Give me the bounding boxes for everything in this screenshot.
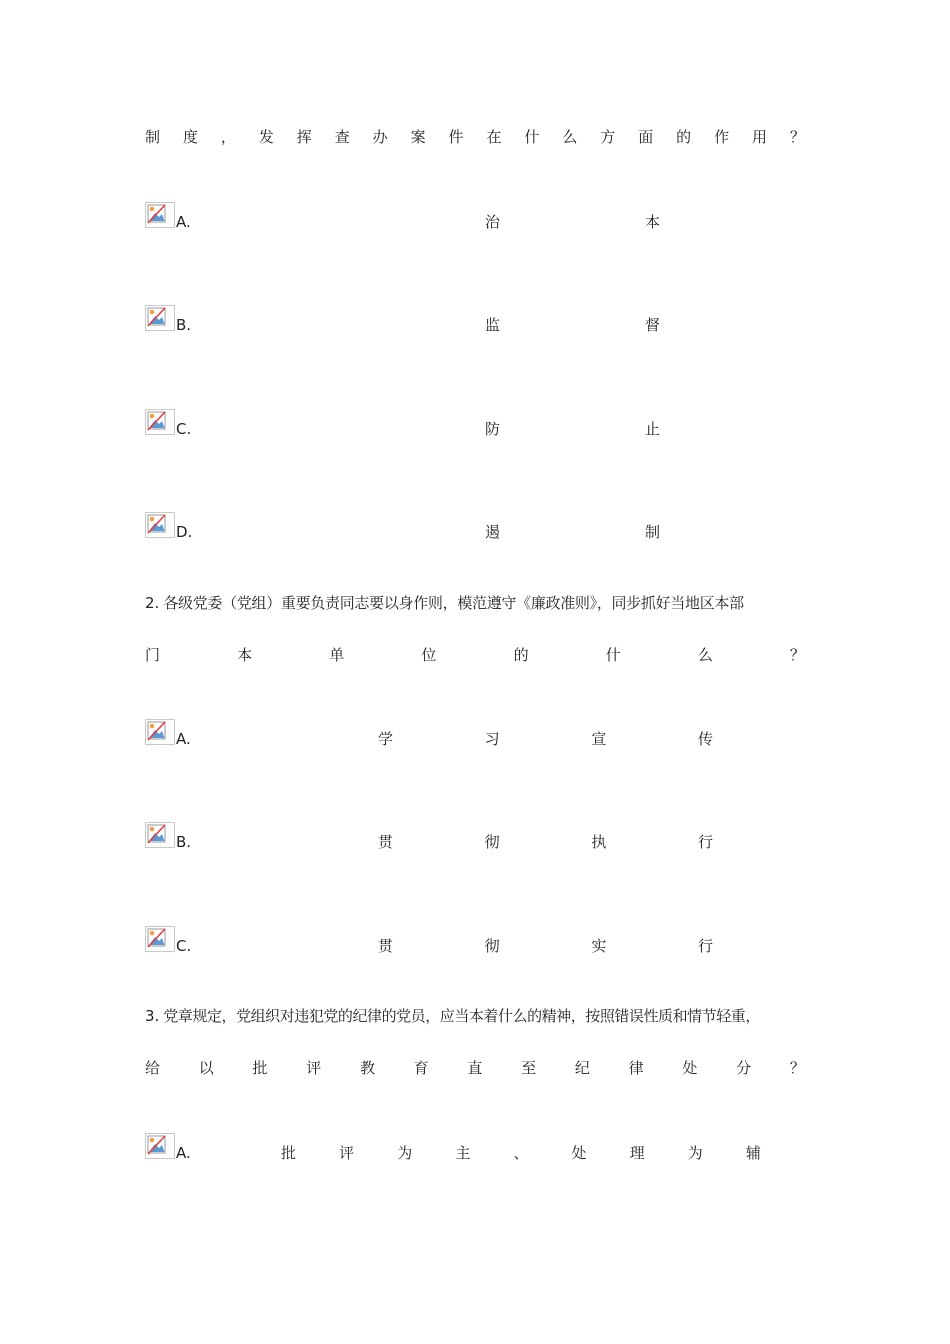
char: 门 [145, 646, 161, 664]
char: 在 [486, 128, 502, 146]
question-text: 党章规定，党组织对违犯党的纪律的党员，应当本着什么的精神，按照错误性质和情节轻重， [163, 1007, 760, 1025]
char: 制 [644, 523, 660, 541]
option-text [378, 729, 713, 749]
char: 本 [644, 213, 660, 231]
char: 监 [485, 316, 501, 334]
question-1-line [145, 125, 805, 149]
char: 纪 [574, 1059, 590, 1077]
broken-image-icon [145, 202, 175, 228]
question-1-option-a[interactable] [145, 202, 805, 232]
char: 彻 [484, 937, 500, 955]
char: 评 [339, 1144, 355, 1162]
question-2-line-2 [145, 643, 805, 667]
char: 遏 [485, 523, 501, 541]
question-1-option-d[interactable] [145, 512, 805, 542]
char: 传 [697, 730, 713, 748]
char: 习 [484, 730, 500, 748]
char: 面 [638, 128, 654, 146]
char: 行 [697, 937, 713, 955]
char: 督 [644, 316, 660, 334]
char: 作 [714, 128, 730, 146]
char: 执 [591, 833, 607, 851]
char: 学 [378, 730, 394, 748]
char: 批 [252, 1059, 268, 1077]
char: 止 [644, 420, 660, 438]
char: 宣 [591, 730, 607, 748]
char: 件 [448, 128, 464, 146]
char: 彻 [484, 833, 500, 851]
char: 案 [410, 128, 426, 146]
char: 制 [145, 128, 161, 146]
question-2-option-c[interactable] [145, 926, 805, 956]
broken-image-icon [145, 926, 175, 952]
broken-image-icon [145, 1133, 175, 1159]
char: 单 [329, 646, 345, 664]
char: 辅 [745, 1144, 761, 1162]
option-letter: A. [176, 730, 191, 748]
char: 评 [306, 1059, 322, 1077]
question-text: 各级党委（党组）重要负责同志要以身作则，模范遵守《廉政准则》，同步抓好当地区本部 [163, 594, 744, 612]
char: 实 [591, 937, 607, 955]
option-text [485, 315, 660, 335]
char: 度 [182, 128, 198, 146]
char: 方 [600, 128, 616, 146]
option-text [485, 212, 660, 232]
broken-image-icon [145, 512, 175, 538]
broken-image-icon [145, 409, 175, 435]
char: 贯 [378, 937, 394, 955]
broken-image-icon [145, 719, 175, 745]
option-letter: A. [176, 1144, 191, 1162]
question-1-option-b[interactable] [145, 305, 805, 335]
question-number: 3. [145, 1007, 160, 1025]
char: 什 [524, 128, 540, 146]
char: 以 [198, 1059, 214, 1077]
char: 批 [281, 1144, 297, 1162]
char: 主 [455, 1144, 471, 1162]
option-text [485, 419, 660, 439]
question-1-option-c[interactable] [145, 409, 805, 439]
char: ？ [789, 128, 805, 146]
char: 育 [413, 1059, 429, 1077]
question-2-line-1 [145, 591, 805, 615]
char: 至 [521, 1059, 537, 1077]
char: 的 [513, 646, 529, 664]
option-text [485, 522, 660, 542]
char: 治 [485, 213, 501, 231]
char: 给 [145, 1059, 161, 1077]
char: 位 [421, 646, 437, 664]
char: 分 [736, 1059, 752, 1077]
char: 什 [605, 646, 621, 664]
option-letter: C. [176, 420, 192, 438]
question-number: 2. [145, 594, 160, 612]
char: 理 [629, 1144, 645, 1162]
option-letter: D. [176, 523, 193, 541]
char: 、 [513, 1144, 529, 1162]
question-3-option-a[interactable] [145, 1133, 805, 1163]
char: 用 [752, 128, 768, 146]
char: 挥 [296, 128, 312, 146]
option-text [281, 1143, 761, 1163]
question-3-line-2 [145, 1056, 805, 1080]
char: 么 [697, 646, 713, 664]
char: 办 [372, 128, 388, 146]
char: 么 [562, 128, 578, 146]
question-2-option-a[interactable] [145, 719, 805, 749]
broken-image-icon [145, 305, 175, 331]
char: 本 [237, 646, 253, 664]
char: ？ [789, 646, 805, 664]
option-letter: B. [176, 316, 192, 334]
char: 律 [628, 1059, 644, 1077]
char: ？ [789, 1059, 805, 1077]
char: 行 [697, 833, 713, 851]
char: 为 [687, 1144, 703, 1162]
char: 贯 [378, 833, 394, 851]
char: 的 [676, 128, 692, 146]
question-3-line-1 [145, 1004, 805, 1028]
char: 防 [485, 420, 501, 438]
char: ， [220, 128, 236, 146]
char: 处 [682, 1059, 698, 1077]
option-letter: A. [176, 213, 191, 231]
char: 处 [571, 1144, 587, 1162]
option-letter: B. [176, 833, 192, 851]
question-2-option-b[interactable] [145, 822, 805, 852]
char: 直 [467, 1059, 483, 1077]
option-text [378, 832, 713, 852]
char: 教 [359, 1059, 375, 1077]
char: 查 [334, 128, 350, 146]
char: 为 [397, 1144, 413, 1162]
char: 发 [258, 128, 274, 146]
broken-image-icon [145, 822, 175, 848]
option-letter: C. [176, 937, 192, 955]
option-text [378, 936, 713, 956]
